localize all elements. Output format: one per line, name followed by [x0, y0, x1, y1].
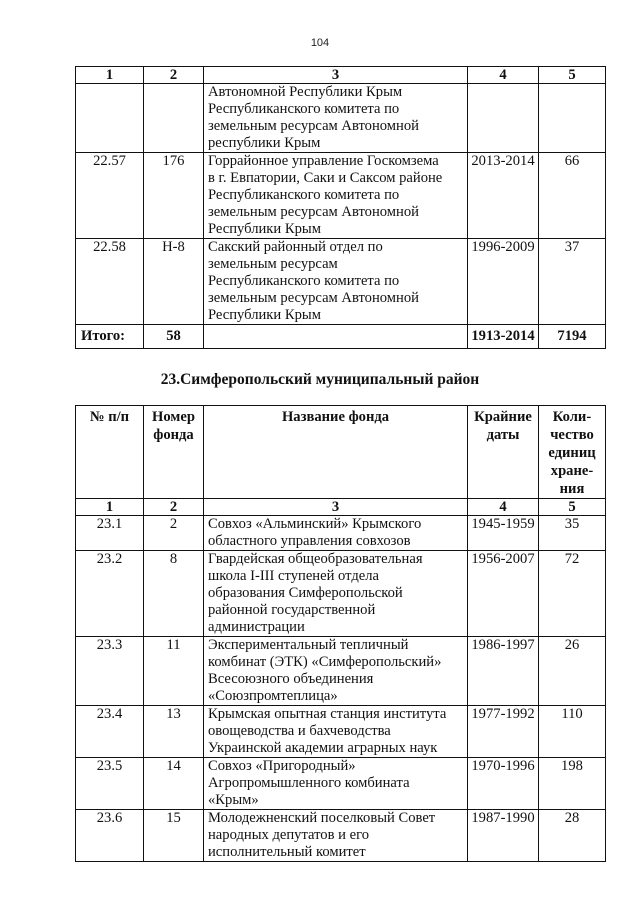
fund-name-line: республики Крым [208, 135, 321, 151]
row-number [76, 84, 144, 153]
fund-name-line: Республиканского комитета по [208, 187, 400, 203]
fund-name [204, 758, 468, 810]
storage-units: 110 [539, 706, 606, 758]
fund-number: 14 [144, 758, 204, 810]
table-row [76, 84, 606, 153]
fund-name-line: Всесоюзного объединения [208, 671, 374, 687]
column-number: 5 [539, 499, 606, 516]
header-units-line: единиц [548, 445, 596, 461]
header-units-line: ния [559, 481, 585, 497]
fund-name [204, 637, 468, 706]
fund-name-line: Республики Крым [208, 307, 321, 323]
column-number: 4 [468, 67, 539, 84]
header-fund-line: фонда [153, 427, 194, 443]
date-range: 1977-1992 [468, 706, 539, 758]
total-units: 7194 [539, 325, 606, 349]
column-number: 4 [468, 499, 539, 516]
storage-units: 72 [539, 551, 606, 637]
page-number: 104 [310, 37, 330, 49]
fund-name-line: областного управления совхозов [208, 533, 411, 549]
column-number: 3 [204, 67, 468, 84]
fund-number: 13 [144, 706, 204, 758]
header-dates-line: Крайние [474, 409, 532, 425]
column-number: 2 [144, 67, 204, 84]
date-range: 2013-2014 [468, 153, 539, 239]
fund-number: Н-8 [144, 239, 204, 325]
fund-name [204, 706, 468, 758]
fund-name-line: Молодежненский поселковый Совет [208, 810, 436, 826]
fund-name-line: Республиканского комитета по [208, 101, 400, 117]
fund-name [204, 239, 468, 325]
row-number: 23.6 [76, 810, 144, 862]
fund-number: 8 [144, 551, 204, 637]
total-empty-cell [204, 325, 468, 349]
header-row [76, 406, 606, 499]
fund-number: 2 [144, 516, 204, 551]
fund-name-line: комбинат (ЭТК) «Симферопольский» [208, 654, 442, 670]
fund-name-line: Горрайонное управление Госкомзема [208, 153, 439, 169]
header-name: Название фонда [204, 406, 468, 499]
date-range: 1970-1996 [468, 758, 539, 810]
table-row [76, 758, 606, 810]
header-units-line: чество [550, 427, 594, 443]
fund-name-line: народных депутатов и его [208, 827, 369, 843]
table-row [76, 239, 606, 325]
header-units-line: Коли- [552, 409, 592, 425]
date-range: 1956-2007 [468, 551, 539, 637]
header-units [539, 406, 606, 499]
fund-name-line: исполнительный комитет [208, 844, 366, 860]
table-row [76, 810, 606, 862]
storage-units: 198 [539, 758, 606, 810]
fund-name-line: земельным ресурсам Автономной [208, 118, 419, 134]
fund-name-line: Совхоз «Пригородный» [208, 758, 356, 774]
fund-name-line: Сакский районный отдел по [208, 239, 383, 255]
fund-name-line: Крымская опытная станция института [208, 706, 447, 722]
total-label: Итого: [76, 325, 144, 349]
fund-name-line: образования Симферопольской [208, 585, 403, 601]
table-row [76, 551, 606, 637]
fund-number: 11 [144, 637, 204, 706]
archive-table-23 [75, 405, 606, 862]
fund-name-line: «Крым» [208, 792, 259, 808]
date-range: 1945-1959 [468, 516, 539, 551]
fund-name-line: «Союзпромтеплица» [208, 688, 338, 704]
header-num: № п/п [76, 406, 144, 499]
column-number: 2 [144, 499, 204, 516]
column-number-row [76, 499, 606, 516]
column-number: 1 [76, 499, 144, 516]
table-row [76, 516, 606, 551]
fund-name-line: Гвардейская общеобразовательная [208, 551, 423, 567]
date-range: 1996-2009 [468, 239, 539, 325]
fund-number [144, 84, 204, 153]
fund-name-line: Экспериментальный тепличный [208, 637, 409, 653]
total-fund-count: 58 [144, 325, 204, 349]
fund-name-line: администрации [208, 619, 305, 635]
fund-name [204, 153, 468, 239]
column-number: 1 [76, 67, 144, 84]
header-dates [468, 406, 539, 499]
header-dates-line: даты [486, 427, 520, 443]
fund-name [204, 551, 468, 637]
fund-name [204, 84, 468, 153]
date-range: 1986-1997 [468, 637, 539, 706]
column-number-row [76, 67, 606, 84]
storage-units [539, 84, 606, 153]
table-row [76, 153, 606, 239]
header-fund-line: Номер [152, 409, 195, 425]
header-units-line: хране- [550, 463, 594, 479]
storage-units: 28 [539, 810, 606, 862]
fund-name-line: в г. Евпатории, Саки и Саксом районе [208, 170, 443, 186]
fund-name-line: школа I-III ступеней отдела [208, 568, 379, 584]
row-number: 23.5 [76, 758, 144, 810]
row-number: 23.3 [76, 637, 144, 706]
fund-name-line: овощеводства и бахчеводства [208, 723, 391, 739]
fund-name-line: Совхоз «Альминский» Крымского [208, 516, 422, 532]
storage-units: 66 [539, 153, 606, 239]
fund-name-line: земельным ресурсам Автономной [208, 290, 419, 306]
table-row [76, 706, 606, 758]
total-row [76, 325, 606, 349]
fund-name-line: Автономной Республики Крым [208, 84, 403, 100]
table-row [76, 637, 606, 706]
date-range: 1987-1990 [468, 810, 539, 862]
fund-name-line: Агропромышленного комбината [208, 775, 410, 791]
fund-name [204, 810, 468, 862]
row-number: 22.58 [76, 239, 144, 325]
fund-number: 176 [144, 153, 204, 239]
storage-units: 35 [539, 516, 606, 551]
fund-name-line: земельным ресурсам Автономной [208, 204, 419, 220]
row-number: 23.4 [76, 706, 144, 758]
column-number: 5 [539, 67, 606, 84]
date-range [468, 84, 539, 153]
row-number: 23.2 [76, 551, 144, 637]
header-fund [144, 406, 204, 499]
total-dates: 1913-2014 [468, 325, 539, 349]
row-number: 23.1 [76, 516, 144, 551]
fund-number: 15 [144, 810, 204, 862]
fund-name-line: Республики Крым [208, 221, 321, 237]
fund-name-line: земельным ресурсам [208, 256, 338, 272]
fund-name-line: районной государственной [208, 602, 376, 618]
storage-units: 37 [539, 239, 606, 325]
fund-name [204, 516, 468, 551]
section-title: 23.Симферопольский муниципальный район [160, 371, 480, 388]
fund-name-line: Республиканского комитета по [208, 273, 400, 289]
storage-units: 26 [539, 637, 606, 706]
fund-name-line: Украинской академии аграрных наук [208, 740, 438, 756]
row-number: 22.57 [76, 153, 144, 239]
column-number: 3 [204, 499, 468, 516]
archive-table-22 [75, 66, 606, 349]
